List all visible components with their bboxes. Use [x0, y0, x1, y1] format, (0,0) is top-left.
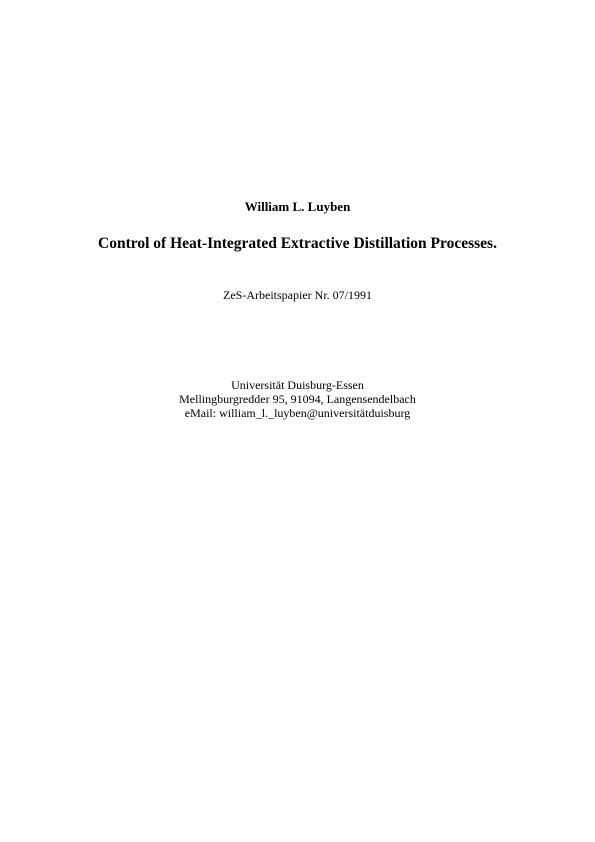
institution: Universität Duisburg-Essen	[231, 378, 364, 392]
author-name: William L. Luyben	[244, 199, 351, 214]
email-address: eMail: william_l._luyben@universitätduisburg	[184, 406, 411, 420]
postal-address: Mellingburgredder 95, 91094, Langensendelbach	[179, 392, 416, 406]
paper-title: Control of Heat-Integrated Extractive Distillation Processes.	[98, 235, 497, 252]
series-number: ZeS-Arbeitspapier Nr. 07/1991	[223, 288, 372, 302]
